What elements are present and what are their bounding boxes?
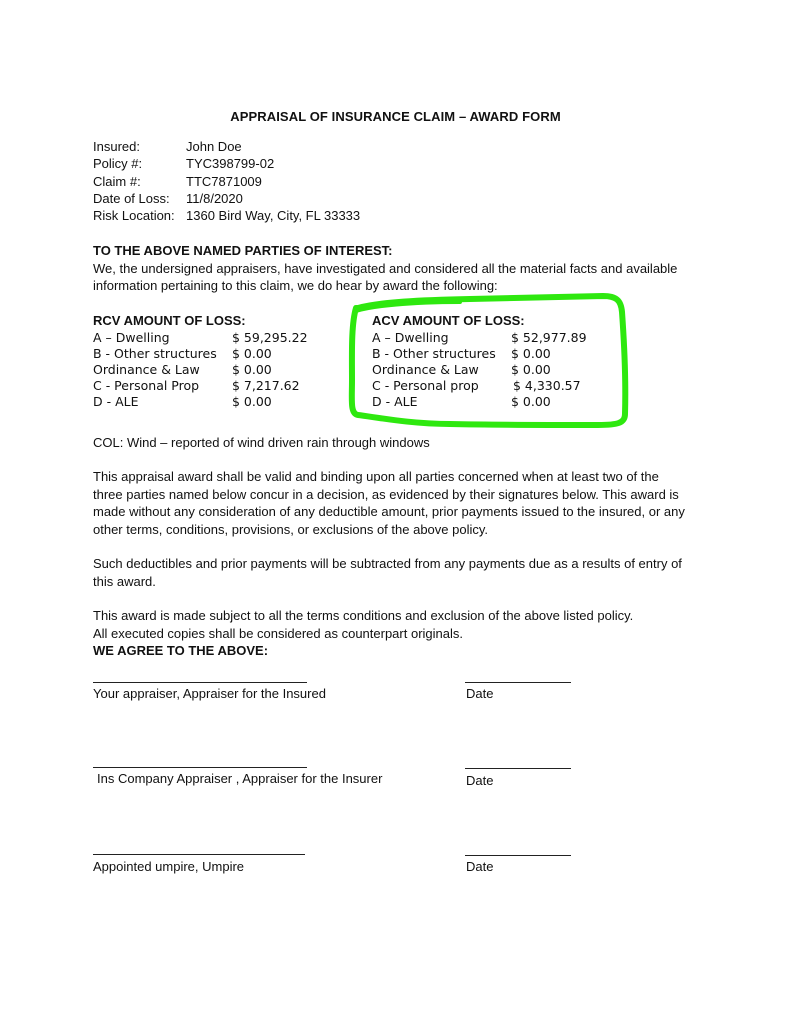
rcv-ale-label: D - ALE	[93, 394, 139, 409]
form-title: APPRAISAL OF INSURANCE CLAIM – AWARD FORM	[230, 109, 561, 124]
col-line: COL: Wind – reported of wind driven rain through windows	[93, 435, 430, 450]
parties-heading: TO THE ABOVE NAMED PARTIES OF INTEREST:	[93, 243, 393, 258]
signature-label: Appointed umpire, Umpire	[93, 859, 245, 874]
date-line[interactable]	[465, 768, 571, 769]
date-line[interactable]	[465, 682, 571, 683]
rcv-ale-value: $ 0.00	[232, 394, 272, 409]
acv-other-structures-label: B - Other structures	[372, 346, 496, 361]
para1-line-1: This appraisal award shall be valid and binding upon all parties concerned when at least two of the	[93, 469, 659, 484]
date-of-loss-value: 11/8/2020	[186, 191, 243, 206]
acv-ale-value: $ 0.00	[511, 394, 551, 409]
para3-line-1: This award is made subject to all the terms conditions and exclusion of the above listed policy.	[93, 608, 634, 623]
agree-heading: WE AGREE TO THE ABOVE:	[93, 643, 269, 658]
date-label: Date	[466, 859, 494, 874]
acv-ale-label: D - ALE	[372, 394, 418, 409]
acv-personal-prop-value: $ 4,330.57	[513, 378, 581, 393]
intro-line-2: information pertaining to this claim, we do hear by award the following:	[93, 278, 498, 293]
intro-line-1: We, the undersigned appraisers, have investigated and considered all the material facts and available	[93, 261, 678, 276]
date-line[interactable]	[465, 855, 571, 856]
acv-dwelling-value: $ 52,977.89	[511, 330, 587, 345]
rcv-heading: RCV AMOUNT OF LOSS:	[93, 313, 246, 328]
para1-line-3: made without any consideration of any deductible amount, prior payments issued to the insured, or any	[93, 504, 685, 519]
rcv-other-structures-label: B - Other structures	[93, 346, 217, 361]
claim-value: TTC7871009	[186, 174, 262, 189]
signature-line[interactable]	[93, 767, 307, 768]
rcv-personal-prop-label: C - Personal Prop	[93, 378, 200, 393]
signature-label: Ins Company Appraiser , Appraiser for the Insurer	[97, 771, 383, 786]
policy-label: Policy #:	[93, 156, 143, 171]
para2-line-1: Such deductibles and prior payments will be subtracted from any payments due as a results of entry of	[93, 556, 682, 571]
claim-label: Claim #:	[93, 174, 141, 189]
rcv-personal-prop-value: $ 7,217.62	[232, 378, 300, 393]
acv-other-structures-value: $ 0.00	[511, 346, 551, 361]
para3-line-2: All executed copies shall be considered as counterpart originals.	[93, 626, 463, 641]
date-label: Date	[466, 773, 494, 788]
date-of-loss-label: Date of Loss:	[93, 191, 170, 206]
para1-line-2: three parties named below concur in a decision, as evidenced by their signatures below. This award is	[93, 487, 679, 502]
acv-personal-prop-label: C - Personal prop	[372, 378, 479, 393]
rcv-ordinance-value: $ 0.00	[232, 362, 272, 377]
rcv-ordinance-label: Ordinance & Law	[93, 362, 200, 377]
acv-ordinance-value: $ 0.00	[511, 362, 551, 377]
insured-value: John Doe	[186, 139, 242, 154]
risk-location-value: 1360 Bird Way, City, FL 33333	[186, 208, 361, 223]
acv-ordinance-label: Ordinance & Law	[372, 362, 479, 377]
rcv-other-structures-value: $ 0.00	[232, 346, 272, 361]
risk-location-label: Risk Location:	[93, 208, 175, 223]
rcv-dwelling-value: $ 59,295.22	[232, 330, 308, 345]
para2-line-2: this award.	[93, 574, 156, 589]
policy-value: TYC398799-02	[186, 156, 275, 171]
para1-line-4: other terms, conditions, provisions, or exclusions of the above policy.	[93, 522, 489, 537]
rcv-dwelling-label: A – Dwelling	[93, 330, 170, 345]
date-label: Date	[466, 686, 494, 701]
acv-heading: ACV AMOUNT OF LOSS:	[372, 313, 525, 328]
signature-line[interactable]	[93, 682, 307, 683]
signature-line[interactable]	[93, 854, 305, 855]
signature-label: Your appraiser, Appraiser for the Insured	[93, 686, 326, 701]
acv-dwelling-label: A – Dwelling	[372, 330, 449, 345]
insured-label: Insured:	[93, 139, 140, 154]
